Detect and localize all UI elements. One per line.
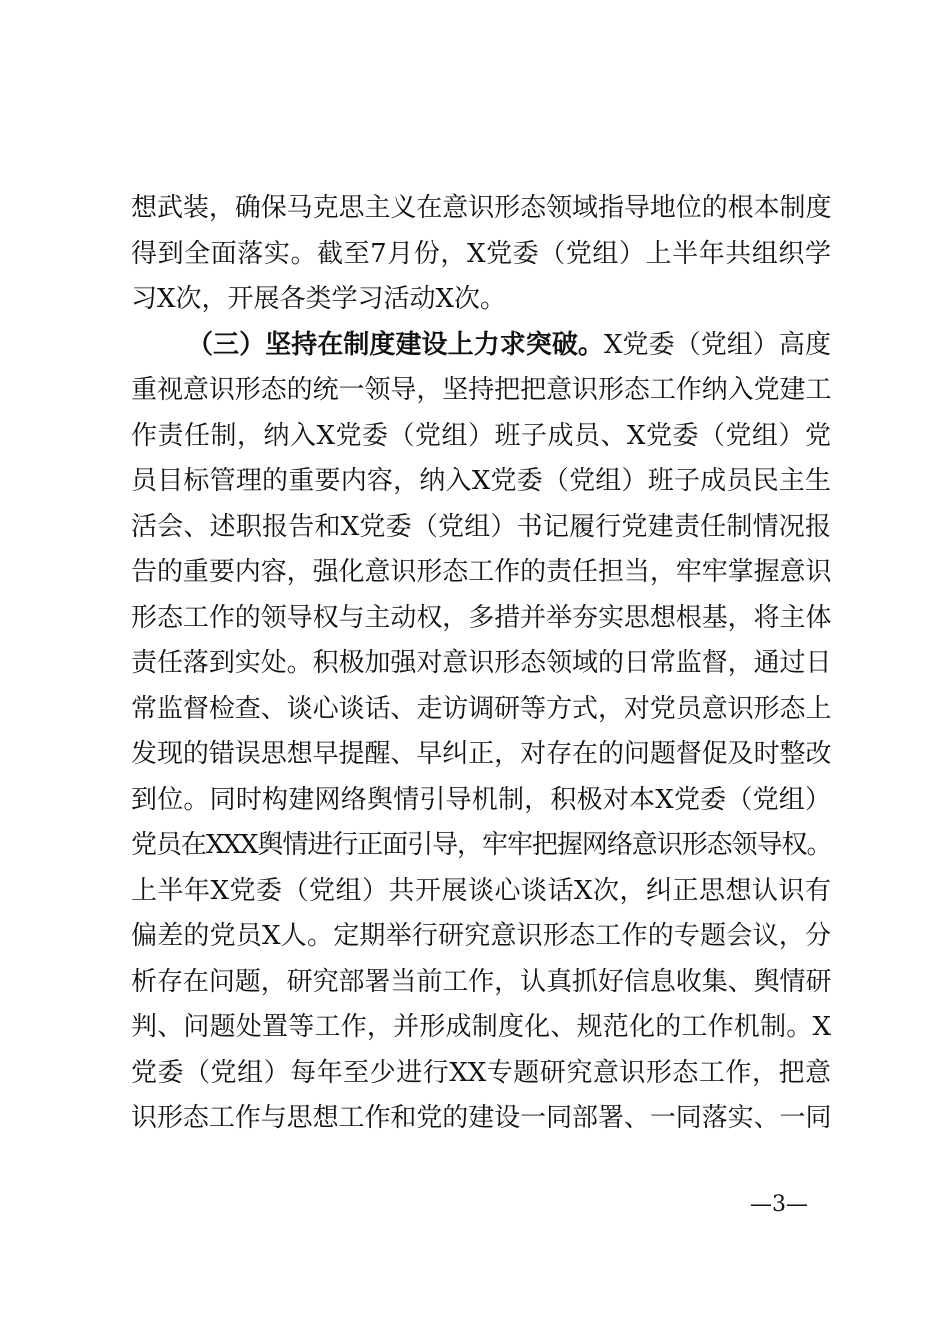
- text-line: 活会、述职报告和X党委（党组）书记履行党建责任制情况报: [131, 511, 831, 542]
- text-line: 识形态工作与思想工作和党的建设一同部署、一同落实、一同: [131, 1103, 831, 1133]
- text-line: 发现的错误思想早提醒、早纠正，对存在的问题督促及时整改: [131, 739, 831, 769]
- text-line: 党员在XXX舆情进行正面引导，牢牢把握网络意识形态领导权。: [131, 830, 831, 860]
- text-line: 习X次，开展各类学习活动X次。: [131, 284, 507, 314]
- text-line: 析存在问题，研究部署当前工作，认真抓好信息收集、舆情研: [131, 966, 831, 997]
- section-heading-line: [131, 323, 831, 369]
- text-line: 重视意识形态的统一领导，坚持把把意识形态工作纳入党建工: [131, 375, 831, 405]
- text-line: 偏差的党员X人。定期举行研究意识形态工作的专题会议，分: [131, 921, 831, 951]
- text-line: 想武装，确保马克思主义在意识形态领域指导地位的根本制度: [131, 193, 831, 223]
- section-heading-continuation: X党委（党组）高度: [603, 329, 831, 360]
- text-line: 上半年X党委（党组）共开展谈心谈话X次，纠正思想认识有: [131, 875, 831, 906]
- text-line: 责任落到实处。积极加强对意识形态领域的日常监督，通过日: [131, 648, 831, 678]
- text-line: 形态工作的领导权与主动权，多措并举夯实思想根基，将主体: [131, 602, 831, 633]
- text-line: 作责任制，纳入X党委（党组）班子成员、X党委（党组）党: [131, 420, 831, 451]
- text-line: 员目标管理的重要内容，纳入X党委（党组）班子成员民主生: [131, 466, 831, 496]
- body-text: [131, 186, 831, 1142]
- text-line: 常监督检查、谈心谈话、走访调研等方式，对党员意识形态上: [131, 693, 831, 724]
- text-line: 得到全面落实。截至7月份，X党委（党组）上半年共组织学: [131, 238, 831, 269]
- text-line: 告的重要内容，强化意识形态工作的责任担当，牢牢掌握意识: [131, 557, 831, 587]
- text-line: 党委（党组）每年至少进行XX专题研究意识形态工作，把意: [131, 1057, 831, 1088]
- text-line: 判、问题处置等工作，并形成制度化、规范化的工作机制。X: [131, 1012, 831, 1042]
- text-line: 到位。同时构建网络舆情引导机制，积极对本X党委（党组）: [131, 784, 831, 815]
- section-heading: （三）坚持在制度建设上力求突破。: [187, 329, 604, 360]
- page-number: —3—: [750, 1192, 808, 1217]
